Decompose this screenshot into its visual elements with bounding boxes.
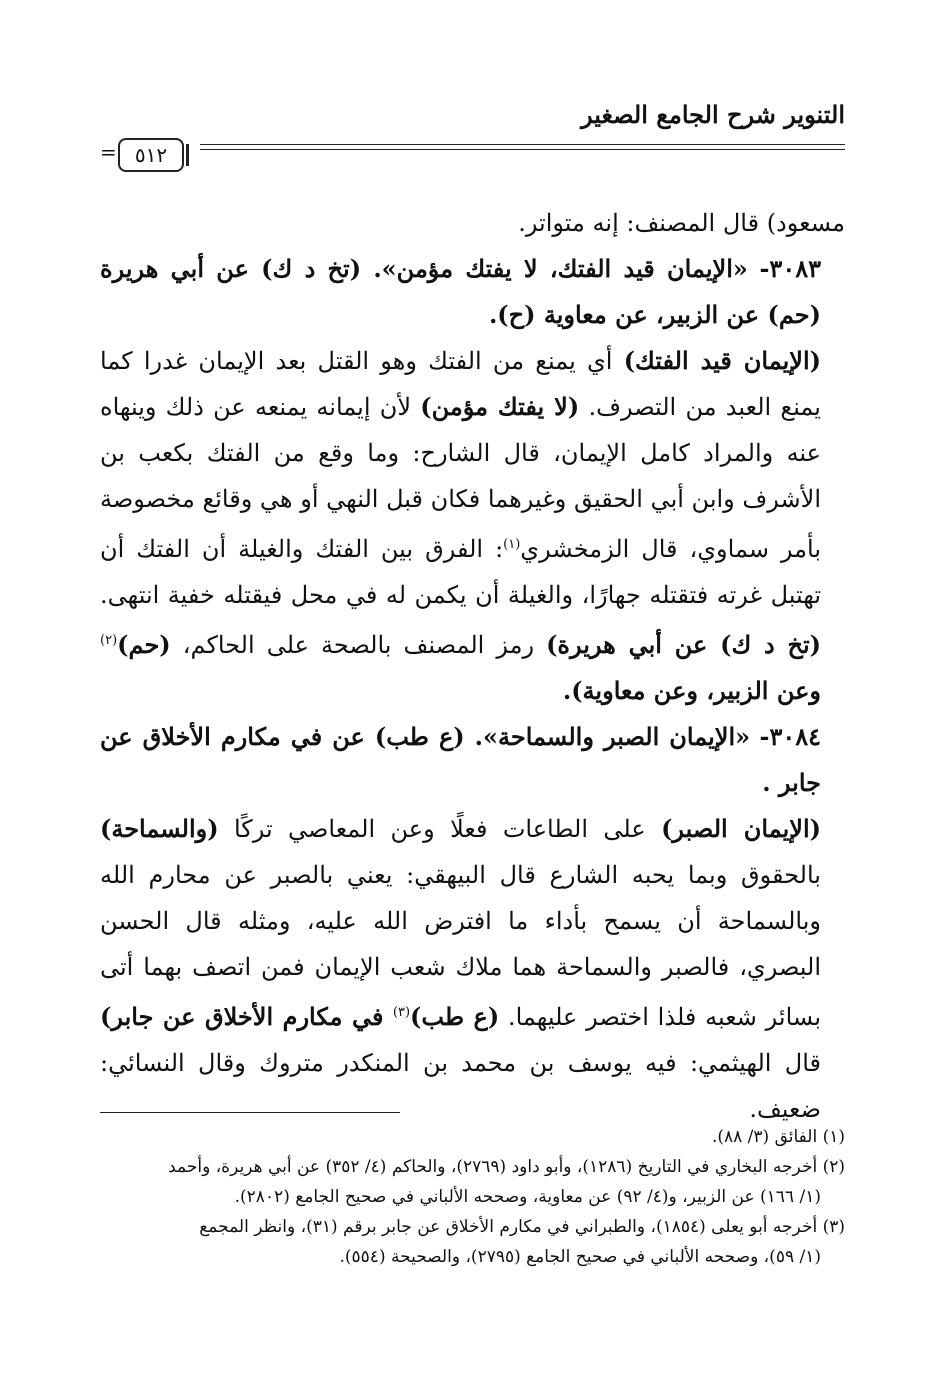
quoted-phrase: (ع طب) — [410, 1002, 500, 1031]
commentary-text: رمز المصنف بالصحة على الحاكم، — [170, 631, 547, 659]
commentary-3084 — [100, 806, 845, 1132]
commentary-3083 — [100, 338, 845, 714]
main-text — [100, 200, 845, 1132]
commentary-text: بالحقوق وبما يحبه الشارع قال البيهقي: يعني بالصبر عن محارم الله وبالسماحة أن يسمح بأداء ما افترض الله عليه، ومثله قال الحسن البصري، فالصبر والسماحة هما ملاك شعب الإيمان فمن اتصف بهما أتى بسائر شعبه فلذا اختصر عليهما. — [100, 861, 821, 1031]
hadith-number: ٣٠٨٤- — [759, 722, 821, 751]
commentary-text: أي يمنع من الفتك وهو القتل بعد الإيمان غدرا كما يمنع العبد من التصرف. — [100, 347, 821, 421]
footnote-2: (٢) أخرجه البخاري في التاريخ (١٢٨٦)، وأبو داود (٢٧٦٩)، والحاكم (٤/ ٣٥٢) عن أبي هريرة، وأحمد — [168, 1157, 845, 1177]
commentary-text: لأن إيمانه يمنعه عن ذلك وينهاه عنه والمراد كامل الإيمان، قال الشارح: وما وقع من الفتك بكعب بن الأشرف وابن أبي الحقيق وغيرهما فكان قبل النهي أو هي وقائع مخصوصة بأمر سماوي، قال الزمخشري — [100, 393, 821, 563]
footnote-ref-2[interactable]: (٢) — [100, 633, 118, 648]
quoted-phrase: (تخ د ك) عن أبي هريرة) — [546, 630, 821, 659]
hadith-3084 — [100, 714, 845, 806]
quoted-phrase: (والسماحة) — [100, 814, 219, 843]
commentary-text: على الطاعات فعلًا وعن المعاصي تركًا — [218, 815, 662, 843]
footnote-separator — [100, 1112, 400, 1113]
header-rule-line-bottom — [200, 149, 845, 150]
hadith-3083 — [100, 246, 845, 338]
hadith-number: ٣٠٨٣- — [759, 254, 821, 283]
footnote-ref-3[interactable]: (٣) — [392, 1005, 411, 1020]
hadith-text: «الإيمان قيد الفتك، لا يفتك مؤمن». (تخ د ك) عن أبي هريرة (حم) عن الزبير، عن معاوية (ح). — [100, 254, 821, 329]
commentary-text: : الفرق بين الفتك والغيلة أن الفتك أن تهتبل غرته فتقتله جهارًا، والغيلة أن يكمن له في محل فيقتله خفية انتهى. — [100, 535, 821, 609]
page-number: ٥١٢ — [134, 143, 168, 167]
header-rule — [100, 138, 845, 178]
footnotes — [100, 1122, 845, 1272]
quoted-phrase: وعن الزبير، وعن معاوية). — [562, 676, 821, 705]
commentary-text: قال الهيثمي: فيه يوسف بن محمد بن المنكدر متروك وقال النسائي: ضعيف. — [100, 1049, 821, 1123]
book-page — [100, 90, 845, 1323]
quoted-phrase: (حم) — [117, 630, 171, 659]
page-number-mark: = — [100, 140, 117, 164]
quoted-phrase: (الإيمان الصبر) — [661, 814, 822, 843]
paragraph-continuation: مسعود) قال المصنف: إنه متواتر. — [518, 209, 845, 237]
page-number-box — [118, 138, 184, 172]
running-header-title: التنوير شرح الجامع الصغير — [581, 100, 845, 129]
footnote-1: (١) الفائق (٣/ ٨٨). — [711, 1127, 845, 1147]
quoted-phrase: (لا يفتك مؤمن) — [420, 392, 580, 421]
footnote-3: (٣) أخرجه أبو يعلى (١٨٥٤)، والطبراني في مكارم الأخلاق عن جابر برقم (٣١)، وانظر المجمع — [199, 1217, 845, 1237]
footnote-2-continued: (١/ ١٦٦) عن الزبير، و(٤/ ٩٢) عن معاوية، وصححه الألباني في صحيح الجامع (٢٨٠٢). — [234, 1187, 821, 1207]
quoted-phrase: (الإيمان قيد الفتك) — [623, 346, 822, 375]
footnote-ref-1[interactable]: (١) — [503, 537, 521, 552]
footnote-3-continued: (١/ ٥٩)، وصححه الألباني في صحيح الجامع (٢٧٩٥)، والصحيحة (٥٥٤). — [339, 1247, 821, 1267]
hadith-text: «الإيمان الصبر والسماحة». (ع طب) عن في مكارم الأخلاق عن جابر . — [100, 722, 821, 797]
header-rule-line-top — [200, 144, 845, 145]
quoted-phrase: في مكارم الأخلاق عن جابر) — [100, 1002, 393, 1031]
